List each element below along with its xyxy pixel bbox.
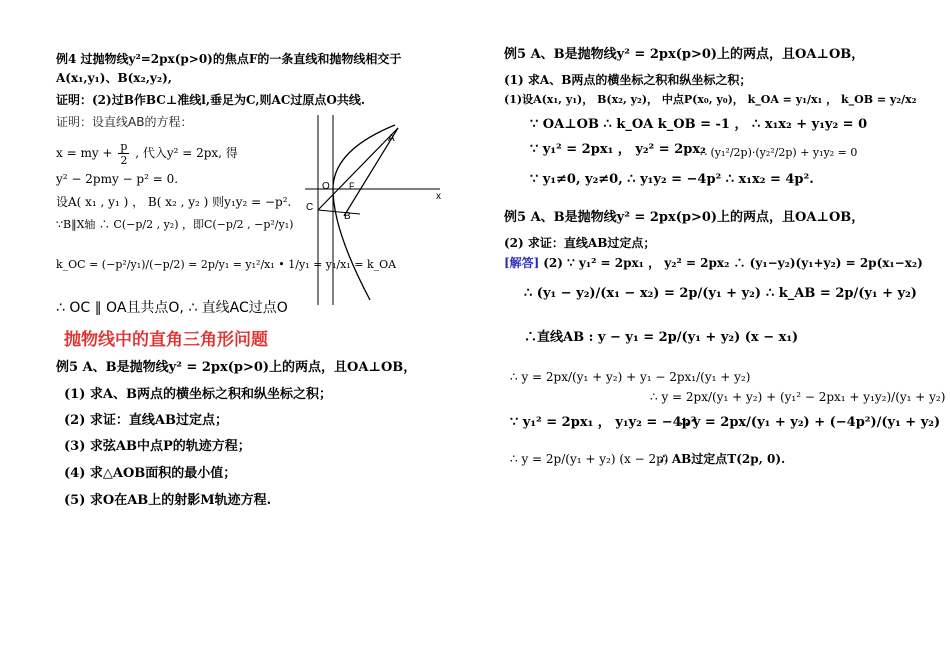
ex5-left-item-3: (3) 求弦AB中点P的轨迹方程； [64,439,251,454]
proof-line-2-fraction [118,140,129,167]
proof-line-2-text: x = my + [56,146,113,161]
section-title: 抛物线中的直角三角形问题 [64,330,268,350]
line-ac [318,128,398,210]
proof-line-3: y² − 2pmy − p² = 0. [56,172,179,186]
ex5b-line-2b: ∴ k_AB = 2p/(y₁ + y₂) [766,286,917,301]
ex5b-line-1-text: (2) ∵ y₁² = 2px₁ ， y₂² = 2px₂ ∴ (y₁−y₂)(y₁+y₂) = 2p(x₁−x₂) [543,256,923,270]
ex5b-line-6b: ∴ AB过定点T(2p, 0). [660,452,786,466]
ex4-points: A(x₁,y₁)、B(x₂,y₂), [56,71,172,85]
ex5a-line-2: ∵ OA⊥OB ∴ k_OA k_OB = -1 ， ∴ x₁x₂ + y₁y₂ = 0 [530,117,868,132]
ex5a-line-3b: ∴ (y₁²/2p)·(y₂²/2p) + y₁y₂ = 0 [700,146,858,159]
ex5b-line-2a: ∴ (y₁ − y₂)/(x₁ − x₂) = 2p/(y₁ + y₂) [524,286,761,301]
ex5-left-item-5: (5) 求O在AB上的射影M轨迹方程. [64,493,272,508]
parabola-diagram [300,110,450,310]
label-x: x [436,191,441,202]
label-o: O [322,181,330,192]
label-c: C [306,202,314,213]
ex5b-line-6a: ∴ y = 2p/(y₁ + y₂) (x − 2p) [510,452,669,466]
proof-line-4: 设A( x₁ , y₁ ) ， B( x₂ , y₂ ) 则y₁y₂ = −p². [56,195,292,209]
ex5b-line-3: ∴直线AB : y − y₁ = 2p/(y₁ + y₂) (x − x₁) [524,330,799,345]
ex5-left-item-1: (1) 求A、B两点的横坐标之积和纵坐标之积； [64,387,332,402]
proof-line-1: 证明：设直线AB的方程： [56,115,193,129]
ex5b-line-1 [504,256,923,270]
ex4-prove: 证明：(2)过B作BC⊥准线l,垂足为C,则AC过原点O共线. [56,93,366,107]
fraction-numerator: p [120,140,128,153]
ex5a-line-3: ∵ y₁² = 2px₁ ， y₂² = 2px₂ [530,142,706,157]
ex5-right-question-2: (2) 求证：直线AB过定点； [504,236,656,250]
segment-bc [318,210,360,214]
proof-line-6: k_OC = (−p²/y₁)/(−p/2) = 2p/y₁ = y₁²/x₁ • 1/y₁ = y₁/x₁ = k_OA [56,258,397,271]
label-b: B [344,211,351,222]
ex5-left-item-4: (4) 求△AOB面积的最小值； [64,466,237,481]
proof-line-2 [56,140,238,167]
ex5-right-title-2: 例5 A、B是抛物线y² = 2px(p>0)上的两点，且OA⊥OB， [504,210,865,225]
proof-line-5: ∵B‖X轴 ∴ C(−p/2 , y₂) ，即C(−p/2 , −p²/y₁) [56,218,294,231]
ex5-left-item-2: (2) 求证：直线AB过定点； [64,413,228,428]
ex5-left-title: 例5 A、B是抛物线y² = 2px(p>0)上的两点，且OA⊥OB， [56,360,417,375]
ex5b-line-4b: ∴ y = 2px/(y₁ + y₂) + (y₁² − 2px₁ + y₁y₂)/(y₁ + y₂) [650,390,946,404]
proof-line-2-tail: , 代入y² = 2px, 得 [135,146,238,161]
label-f: F [349,181,355,191]
ex5-right-question-1: (1) 求A、B两点的横坐标之积和纵坐标之积； [504,73,752,87]
answer-tag: [解答] [504,256,540,270]
ex5b-line-5b: ∴ y = 2px/(y₁ + y₂) + (−4p²)/(y₁ + y₂) [680,415,941,430]
ex5b-line-4a: ∴ y = 2px/(y₁ + y₂) + y₁ − 2px₁/(y₁ + y₂) [510,370,751,384]
ex5a-line-1: (1)设A(x₁, y₁)， B(x₂, y₂)， 中点P(x₀, y₀)， k_OA = y₁/x₁ ， k_OB = y₂/x₂ [504,93,917,106]
ex5a-line-4: ∵ y₁≠0, y₂≠0, ∴ y₁y₂ = −4p² ∴ x₁x₂ = 4p². [530,172,814,187]
ex4-title: 例4 过抛物线y²=2px(p>0)的焦点F的一条直线和抛物线相交于 [56,52,402,66]
ex5b-line-5a: ∵ y₁² = 2px₁ ， y₁y₂ = −4p² [510,415,697,430]
label-a: A [388,133,395,144]
fraction-denominator: 2 [120,154,128,168]
proof-conclusion: ∴ OC ∥ OA且共点O, ∴ 直线AC过点O [56,300,288,316]
ex5-right-title-1: 例5 A、B是抛物线y² = 2px(p>0)上的两点，且OA⊥OB， [504,47,865,62]
